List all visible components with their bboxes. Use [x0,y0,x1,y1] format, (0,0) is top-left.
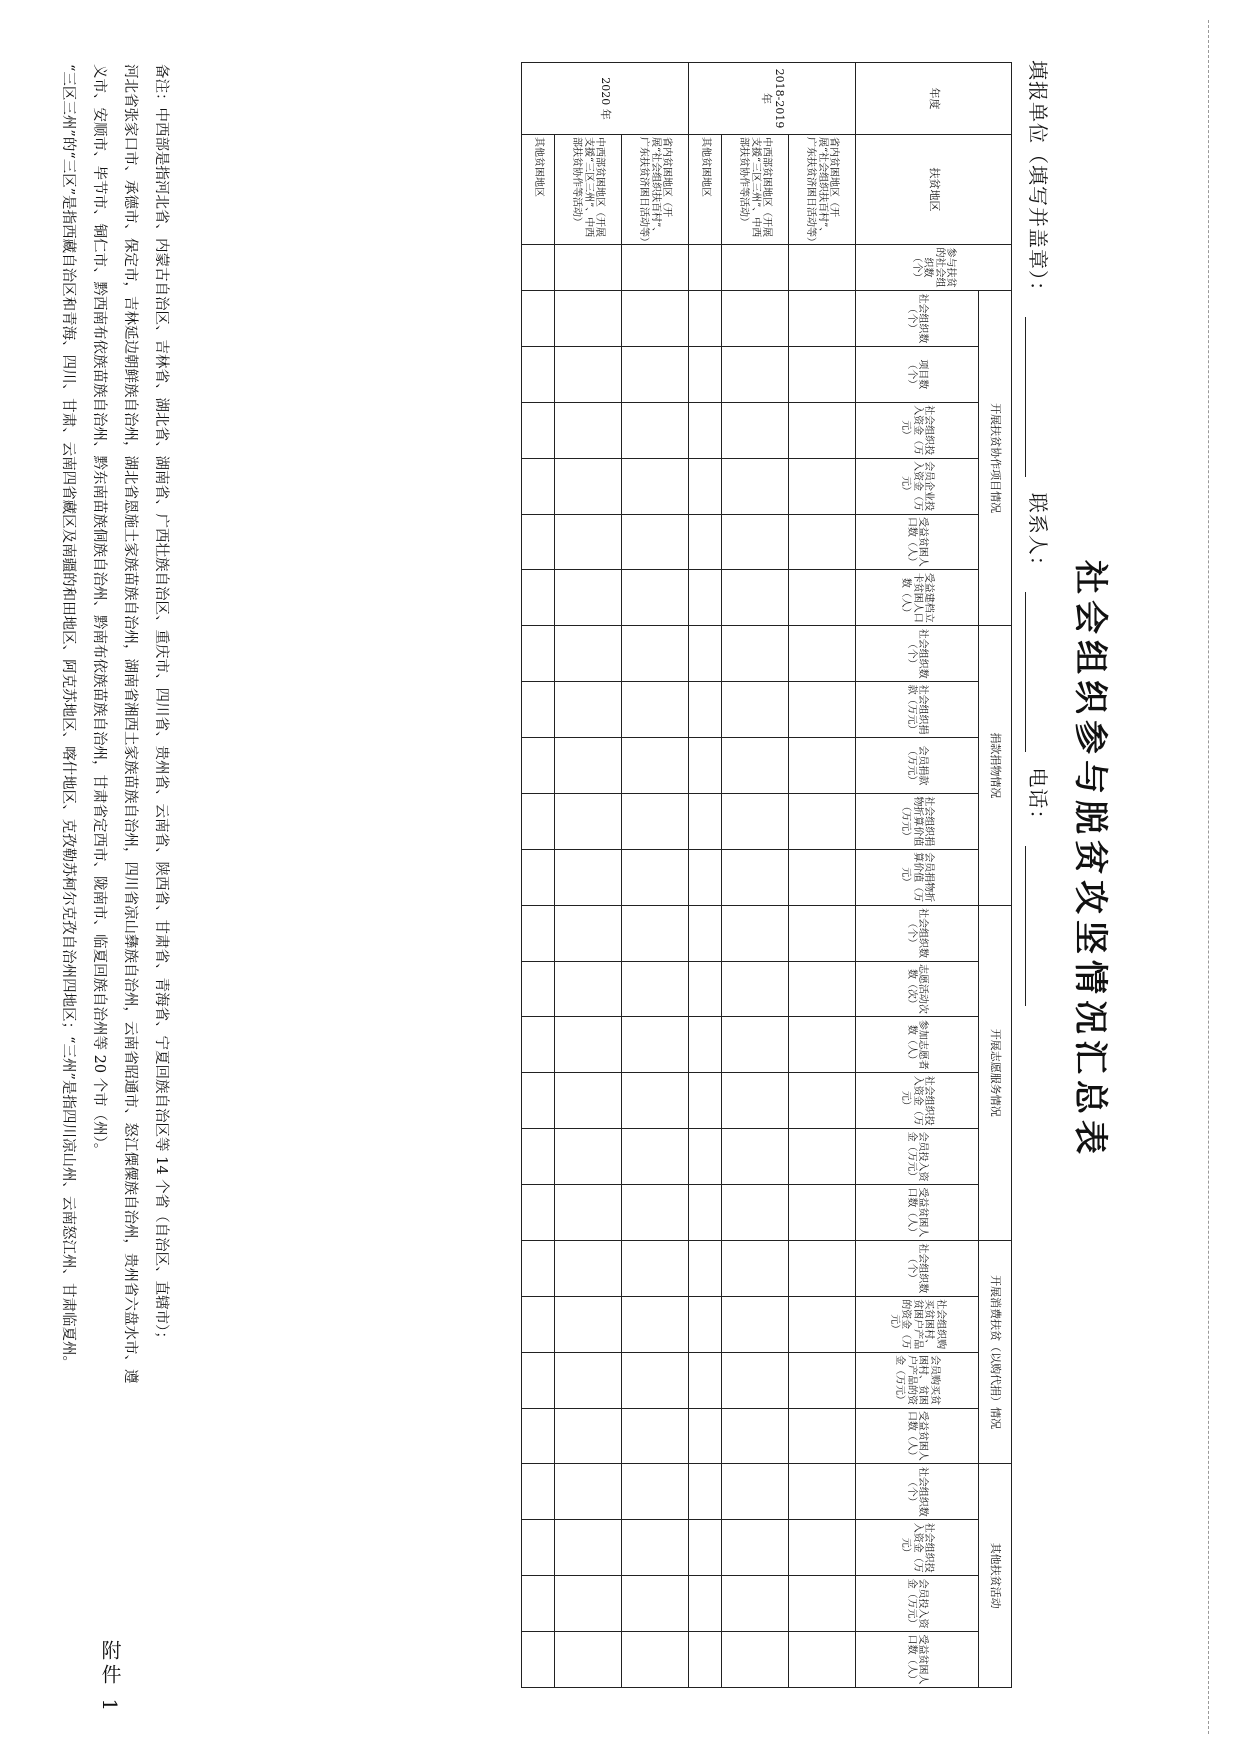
table-cell[interactable] [789,1408,856,1464]
table-cell[interactable] [555,793,622,849]
header-col: 受益贫困人口数（人） [856,1185,979,1241]
table-cell[interactable] [722,626,789,682]
header-col: 会员捐物折算价值（万元） [856,849,979,905]
header-group: 开展扶贫协作项目情况 [979,291,1012,626]
table-cell[interactable] [555,1296,622,1352]
table-cell[interactable] [722,1296,789,1352]
form-line [1025,60,1054,1014]
table-cell[interactable] [622,1576,689,1632]
table-cell[interactable] [789,1352,856,1408]
annex-label: 附件 1 [98,1640,122,1716]
table-cell[interactable] [689,793,722,849]
table-cell[interactable] [522,1185,555,1241]
table-cell[interactable] [722,1129,789,1185]
table-cell[interactable] [622,1185,689,1241]
table-cell[interactable] [722,1073,789,1129]
table-cell[interactable] [689,1464,722,1520]
header-col: 社会组织投入资金（万元） [856,402,979,458]
table-cell[interactable] [722,245,789,291]
table-cell[interactable] [522,1520,555,1576]
unit-blank[interactable] [1025,317,1050,477]
table-cell[interactable] [555,1352,622,1408]
table-cell[interactable] [722,291,789,347]
header-col: 项目数（个） [856,346,979,402]
table-cell[interactable] [689,570,722,626]
table-cell[interactable] [522,793,555,849]
table-cell[interactable] [555,402,622,458]
table-cell[interactable] [722,570,789,626]
table-cell[interactable] [689,905,722,961]
table-row [689,63,722,1688]
table-cell[interactable] [622,245,689,291]
note-line: “三区三州”的“三区”是指西藏自治区和青海、四川、甘肃、云南四省藏区及南疆的和田地区、阿克苏地区、喀什地区、克孜勒苏柯尔克孜自治州四地区；“三州”是指四川凉山州、云南怒江州、甘肃临夏州。 [60,64,76,1370]
table-cell[interactable] [622,626,689,682]
table-cell[interactable] [689,1632,722,1688]
table-cell[interactable] [555,291,622,347]
table-cell[interactable] [522,1464,555,1520]
header-year: 年度 [856,63,1012,135]
table-cell[interactable] [789,1464,856,1520]
table-cell[interactable] [555,1576,622,1632]
table-cell[interactable] [522,514,555,570]
table-cell[interactable] [622,1520,689,1576]
row-year: 2020 年 [522,63,689,135]
table-cell[interactable] [555,570,622,626]
table-cell[interactable] [722,738,789,794]
table-cell[interactable] [555,626,622,682]
table-cell[interactable] [522,346,555,402]
table-cell[interactable] [522,1240,555,1296]
table-cell[interactable] [722,1520,789,1576]
header-row-groups [979,63,1012,1688]
table-cell[interactable] [622,1296,689,1352]
table-cell[interactable] [789,1520,856,1576]
table-cell[interactable] [722,1632,789,1688]
table-cell[interactable] [622,961,689,1017]
table-cell[interactable] [522,402,555,458]
unit-label: 填报单位（填写并盖章）： [1026,60,1050,302]
row-region: 中西部贫困地区（开展支援“三区三州”、中西部扶贫协作等活动） [722,135,789,245]
table-cell[interactable] [555,849,622,905]
table-cell[interactable] [722,1352,789,1408]
row-region: 省内贫困地区（开展“社会组织扶百村”、广东扶贫济困日活动等） [622,135,689,245]
table-cell[interactable] [522,626,555,682]
header-col: 会员投入资金（万元） [856,1129,979,1185]
notes [52,64,176,1684]
table-cell[interactable] [722,682,789,738]
table-cell[interactable] [555,346,622,402]
table-row [555,63,622,1688]
table-cell[interactable] [722,1240,789,1296]
header-col: 受益贫困人口数（人） [856,1408,979,1464]
table-cell[interactable] [522,738,555,794]
header-participating: 参与扶贫的社会组织数（个） [856,245,1012,291]
table-cell[interactable] [689,1352,722,1408]
header-col: 受益建档立卡贫困人口数（人） [856,570,979,626]
row-region: 中西部贫困地区（开展支援“三区三州”、中西部扶贫协作等活动） [555,135,622,245]
table-cell[interactable] [689,402,722,458]
table-cell[interactable] [522,1632,555,1688]
table-cell[interactable] [555,1017,622,1073]
table-cell[interactable] [522,1576,555,1632]
header-col: 社会组织捐款（万元） [856,682,979,738]
table-cell[interactable] [555,1073,622,1129]
header-col: 社会组织投入资金（万元） [856,1073,979,1129]
table-cell[interactable] [689,514,722,570]
table-cell[interactable] [555,682,622,738]
table-cell[interactable] [789,1185,856,1241]
table-cell[interactable] [689,1296,722,1352]
note-line: 备注：中西部是指河北省、内蒙古自治区、吉林省、湖北省、湖南省、广西壮族自治区、重庆市、四川省、贵州省、云南省、陕西省、甘肃省、青海省、宁夏回族自治区等 14 个省（自治区、直辖市）； [153,64,169,1346]
table-cell[interactable] [789,1073,856,1129]
table-cell[interactable] [789,1632,856,1688]
summary-table [521,62,1012,1688]
table-cell[interactable] [555,961,622,1017]
table-cell[interactable] [522,1017,555,1073]
table-cell[interactable] [522,1352,555,1408]
table-cell[interactable] [722,961,789,1017]
row-region: 省内贫困地区（开展“社会组织扶百村”、广东扶贫济困日活动等） [789,135,856,245]
table-cell[interactable] [689,1129,722,1185]
table-cell[interactable] [789,245,856,291]
table-cell[interactable] [689,961,722,1017]
table-cell[interactable] [622,1632,689,1688]
table-row [622,63,689,1688]
note-line: 河北省张家口市、承德市、保定市，吉林延边朝鲜族自治州，湖北省恩施土家族苗族自治州，湖南省湘西土家族苗族自治州，四川省凉山彝族自治州，云南省昭通市、怒江傈僳族自治州，贵州省六盘水市、遵 [122,64,138,1384]
row-region: 其他贫困地区 [689,135,722,245]
table-cell[interactable] [622,1464,689,1520]
header-col: 会员捐款（万元） [856,738,979,794]
table-cell[interactable] [622,738,689,794]
table-cell[interactable] [789,1296,856,1352]
table-cell[interactable] [789,1017,856,1073]
table-cell[interactable] [522,1296,555,1352]
table-cell[interactable] [555,1464,622,1520]
table-cell[interactable] [722,346,789,402]
table-cell[interactable] [555,1408,622,1464]
table-cell[interactable] [789,626,856,682]
table-cell[interactable] [689,738,722,794]
table-cell[interactable] [789,1129,856,1185]
table-cell[interactable] [689,1408,722,1464]
table-cell[interactable] [622,1352,689,1408]
table-cell[interactable] [622,1129,689,1185]
table-cell[interactable] [689,245,722,291]
table-cell[interactable] [622,291,689,347]
table-cell[interactable] [689,1576,722,1632]
table-cell[interactable] [689,682,722,738]
header-group: 捐款捐物情况 [979,626,1012,905]
header-group: 开展志愿服务情况 [979,905,1012,1240]
table-cell[interactable] [789,291,856,347]
table-cell[interactable] [555,1129,622,1185]
table-cell[interactable] [722,1017,789,1073]
table-cell[interactable] [622,570,689,626]
header-col: 会员企业投入资金（万元） [856,458,979,514]
table-cell[interactable] [689,1520,722,1576]
table-cell[interactable] [722,1408,789,1464]
table-cell[interactable] [522,849,555,905]
table-cell[interactable] [622,905,689,961]
table-cell[interactable] [689,346,722,402]
header-group: 开展消费扶贫（以购代捐）情况 [979,1240,1012,1464]
table-row [522,63,555,1688]
table-row [789,63,856,1688]
table-cell[interactable] [555,245,622,291]
row-region: 其他贫困地区 [522,135,555,245]
table-cell[interactable] [722,458,789,514]
table-cell[interactable] [689,1073,722,1129]
table-cell[interactable] [689,1185,722,1241]
header-col: 社会组织数（个） [856,1464,979,1520]
table-cell[interactable] [622,1017,689,1073]
header-row-cols [856,63,979,1688]
table-cell[interactable] [522,245,555,291]
table-cell[interactable] [555,1632,622,1688]
table-cell[interactable] [522,1073,555,1129]
table-cell[interactable] [789,738,856,794]
table-cell[interactable] [689,849,722,905]
table-cell[interactable] [789,1240,856,1296]
table-cell[interactable] [522,1408,555,1464]
header-col: 志愿活动次数（次） [856,961,979,1017]
table-cell[interactable] [555,1520,622,1576]
table-cell[interactable] [555,905,622,961]
table-cell[interactable] [722,1185,789,1241]
contact-label: 联系人： [1026,492,1050,577]
table-cell[interactable] [555,1185,622,1241]
table-cell[interactable] [522,1129,555,1185]
table-cell[interactable] [522,905,555,961]
header-group: 其他扶贫活动 [979,1464,1012,1688]
header-col: 社会组织捐物折算价值（万元） [856,793,979,849]
table-cell[interactable] [722,849,789,905]
table-cell[interactable] [722,1464,789,1520]
table-cell[interactable] [555,514,622,570]
header-col: 会员购买贫困村、贫困户产品的资金（万元） [856,1352,979,1408]
table-cell[interactable] [789,1576,856,1632]
table-cell[interactable] [555,458,622,514]
row-year: 2018-2019 年 [689,63,856,135]
table-cell[interactable] [622,402,689,458]
phone-blank[interactable] [1025,846,1050,1006]
table-cell[interactable] [722,905,789,961]
table-cell[interactable] [622,346,689,402]
table-cell[interactable] [722,1576,789,1632]
table-cell[interactable] [622,1240,689,1296]
table-cell[interactable] [522,961,555,1017]
table-cell[interactable] [789,793,856,849]
header-col: 社会组织数（个） [856,626,979,682]
header-col: 参加志愿者数（人） [856,1017,979,1073]
table-cell[interactable] [789,682,856,738]
table-cell[interactable] [789,849,856,905]
table-cell[interactable] [522,291,555,347]
table-cell[interactable] [689,291,722,347]
header-col: 社会组织数（个） [856,1240,979,1296]
phone-label: 电话： [1026,767,1050,831]
header-col: 社会组织数（个） [856,291,979,347]
table-cell[interactable] [789,458,856,514]
header-col: 社会组织购买贫困村、贫困户产品的资金（万元） [856,1296,979,1352]
table-cell[interactable] [789,346,856,402]
header-col: 社会组织投入资金（万元） [856,1520,979,1576]
header-region: 扶贫地区 [856,135,1012,245]
table-cell[interactable] [789,402,856,458]
header-col: 社会组织数（个） [856,905,979,961]
table-cell[interactable] [622,458,689,514]
table-cell[interactable] [622,1073,689,1129]
header-col: 受益贫困人口数（人） [856,1632,979,1688]
table-cell[interactable] [789,570,856,626]
table-cell[interactable] [722,514,789,570]
table-cell[interactable] [789,905,856,961]
table-cell[interactable] [722,793,789,849]
table-cell[interactable] [789,961,856,1017]
table-cell[interactable] [689,1240,722,1296]
table-cell[interactable] [555,738,622,794]
table-row [722,63,789,1688]
table-cell[interactable] [622,793,689,849]
table-cell[interactable] [722,402,789,458]
table-cell[interactable] [622,849,689,905]
page-title: 社会组织参与脱贫攻坚情况汇总表 [1070,560,1110,1160]
header-col: 会员投入资金（万元） [856,1576,979,1632]
table-cell[interactable] [689,1017,722,1073]
table-cell[interactable] [689,458,722,514]
table-cell[interactable] [522,682,555,738]
table-cell[interactable] [522,570,555,626]
note-line: 义市、安顺市、毕节市、铜仁市、黔西南布依族苗族自治州、黔东南苗族侗族自治州、黔南布依族苗族自治州，甘肃省定西市、陇南市、临夏回族自治州等 20 个市（州）。 [91,64,107,1158]
table-cell[interactable] [689,626,722,682]
table-cell[interactable] [622,1408,689,1464]
table-cell[interactable] [622,514,689,570]
header-col: 受益贫困人口数（人） [856,514,979,570]
contact-blank[interactable] [1025,592,1050,752]
table-cell[interactable] [522,458,555,514]
table-cell[interactable] [555,1240,622,1296]
table-cell[interactable] [789,514,856,570]
table-cell[interactable] [622,682,689,738]
